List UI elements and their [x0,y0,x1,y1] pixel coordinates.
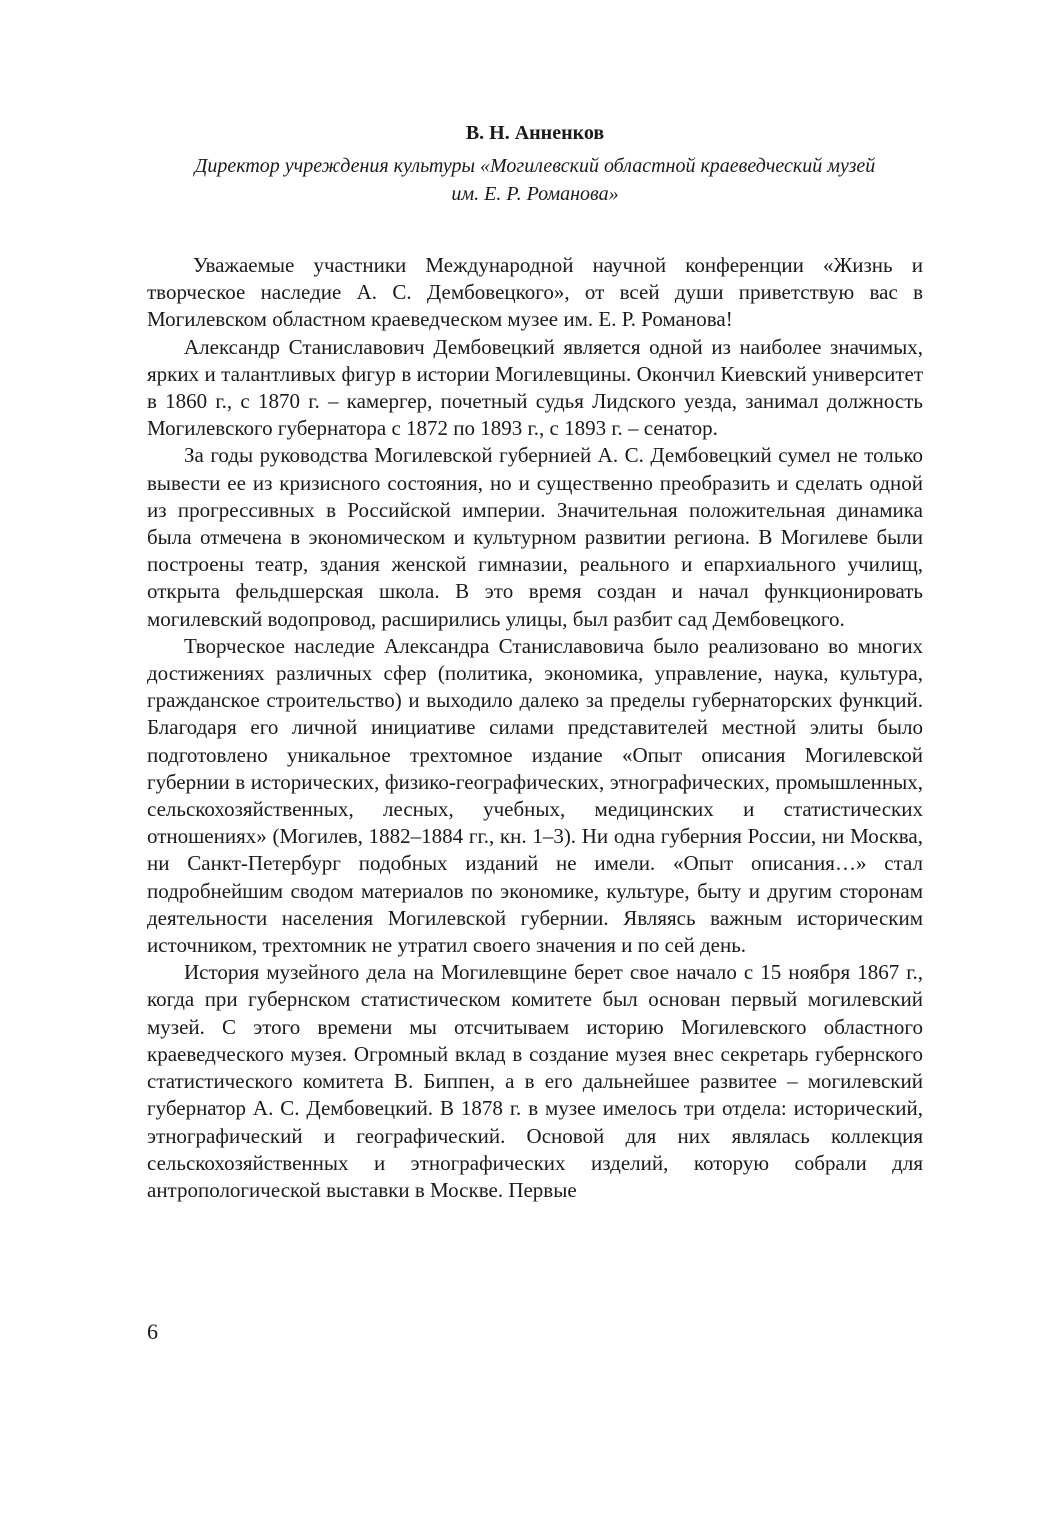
affiliation-line: Директор учреждения культуры «Могилевский областной краеведческий музей [194,155,876,177]
document-page [147,0,923,1530]
page-number: 6 [147,1319,158,1344]
paragraph-governorship: За годы руководства Могилевской губернией А. С. Дембовецкий сумел не только вывести ее из кризисного состояния, но и существенно преобразить и сделать одной из прогрессивных в Российской империи. Значительная положительная динамика была отмечена в экономическом и культурном развитии региона. В Могилеве были построены театр, здания женской гимназии, реального и епархиального училищ, открыта фельдшерская школа. В это время создан и начал функционировать могилевский водопровод, расширились улицы, был разбит сад Дембовецкого. [147,443,923,631]
paragraph-biography: Александр Станиславович Дембовецкий является одной из наиболее значимых, ярких и талантливых фигур в истории Могилевщины. Окончил Киевский университет в 1860 г., с 1870 г. – камергер, почетный судья Лидского уезда, занимал должность Могилевского губернатора с 1872 по 1893 г., с 1893 г. – сенатор. [147,334,923,441]
paragraph-museum-history: История музейного дела на Могилевщине берет свое начало с 15 ноября 1867 г., когда при губернском статистическом комитете был основан первый могилевский музей. С этого времени мы отсчитываем историю Могилевского областного краеведческого музея. Огромный вклад в создание музея внес секретарь губернского статистического комитета В. Биппен, а в его дальнейшее развитее – могилевский губернатор А. С. Дембовецкий. В 1878 г. в музее имелось три отдела: исторический, этнографический и географический. Основой для них являлась коллекция сельскохозяйственных и этнографических изделий, которую собрали для антропологической выставки в Москве. Первые [147,960,923,1202]
author-name: В. Н. Анненков [465,122,605,144]
paragraph-legacy: Творческое наследие Александра Станиславовича было реализовано во многих достижениях различных сфер (политика, экономика, управление, наука, культура, гражданское строительство) и выходило далеко за пределы губернаторских функций. Благодаря его личной инициативе силами представителей местной элиты было подготовлено уникальное трехтомное издание «Опыт описания Могилевской губернии в исторических, физико-географических, этнографических, промышленных, сельскохозяйственных, лесных, учебных, медицинских и статистических отношениях» (Могилев, 1882–1884 гг., кн. 1–3). Ни одна губерния России, ни Москва, ни Санкт-Петербург подобных изданий не имели. «Опыт описания…» стал подробнейшим сводом материалов по экономике, культуре, быту и другим сторонам деятельности населения Могилевской губернии. Являясь важным историческим источником, трехтомник не утратил своего значения и по сей день. [147,633,923,958]
affiliation-line: им. Е. Р. Романова» [451,183,619,205]
author-affiliation [147,152,923,208]
article-body [147,252,923,1204]
paragraph-greeting: Уважаемые участники Международной научной конференции «Жизнь и творческое наследие А. С. Дембовецкого», от всей души приветствую вас в Могилевском областном краеведческом музее им. Е. Р. Романова! [147,253,923,332]
